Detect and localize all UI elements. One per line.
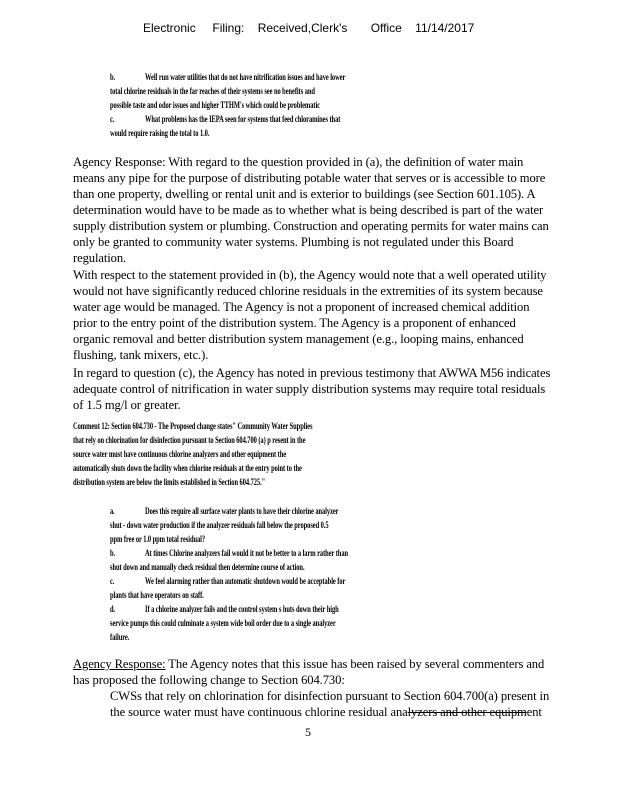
paragraph-line: would not have significantly reduced chlorine residuals in the extremities of its system because — [73, 284, 543, 298]
page-number: 5 — [305, 725, 311, 739]
list-label: d. — [110, 605, 116, 615]
paragraph-line: only be granted to community water systems. Plumbing is not regulated under this Board — [73, 235, 514, 249]
list-item-text: total chlorine residuals in the far reaches of their systems see no benefits and — [110, 87, 315, 97]
paragraph-line: With respect to the statement provided in (b), the Agency would note that a well operated utility — [73, 268, 547, 282]
paragraph-line — [73, 155, 523, 170]
list-label: c. — [110, 115, 115, 125]
paragraph-line: means any pipe for the purpose of distributing potable water that serves or is accessible to more — [73, 171, 546, 185]
list-item-text: If a chlorine analyzer fails and the control system s huts down their high — [145, 605, 339, 615]
paragraph-line — [73, 657, 544, 672]
list-item-text: ppm free or 1.0 ppm total residual? — [110, 535, 206, 545]
comment-heading: Comment 12: Section 604.730 - The Proposed change states" Community Water Supplies — [73, 422, 313, 432]
rule-text: ent — [526, 705, 542, 719]
paragraph-line: prior to the entry point of the distribution system. The Agency is a proponent of enhanced — [73, 316, 516, 330]
list-item-text: plants that have operators on staff. — [110, 591, 204, 601]
filing-stamp-header: Electronic Filing: Received,Clerk's Office 11/14/2017 — [143, 21, 475, 35]
quoted-rule-line — [110, 705, 542, 720]
list-item-text: Well run water utilities that do not have nitrification issues and have lower — [145, 73, 346, 83]
comment-line: source water must have continuous chlorine analyzers and other equipment the — [73, 450, 287, 460]
comment-line: distribution system are below the limits established in Section 604.725." — [73, 478, 266, 488]
list-item-text: What problems has the IEPA seen for systems that feed chloramines that — [145, 115, 341, 125]
paragraph-line: water age would be managed. The Agency is not a proponent of increased chemical addition — [73, 300, 530, 314]
list-item-text: We feel alarming rather than automatic shutdown would be acceptable for — [145, 577, 346, 587]
quoted-rule-line: CWSs that rely on chlorination for disinfection pursuant to Section 604.700(a) present in — [110, 689, 550, 703]
paragraph-line: adequate control of nitrification in water supply distribution systems may require total residuals — [73, 382, 546, 396]
list-item-text: shut down and manually check residual then determine course of action. — [110, 563, 305, 573]
list-item-text: service pumps this could culminate a system wide boil order due to a single analyzer — [110, 619, 336, 629]
paragraph-line: regulation. — [73, 251, 127, 265]
response-heading: Agency Response: — [73, 155, 166, 169]
paragraph-line: of 1.5 mg/l or greater. — [73, 398, 181, 412]
list-label: c. — [110, 577, 115, 587]
paragraph-line: has proposed the following change to Section 604.730: — [73, 673, 345, 687]
comment-line: automatically shuts down the facility when chlorine residuals at the entry point to the — [73, 464, 302, 474]
deleted-text: lyzers and other equipm — [407, 705, 527, 719]
paragraph-text: The Agency notes that this issue has been raised by several commenters and — [165, 657, 545, 671]
list-item-text: Does this require all surface water plants to have their chlorine analyzer — [145, 507, 339, 517]
list-label: a. — [110, 507, 115, 517]
paragraph-text: With regard to the question provided in (a), the definition of water main — [165, 155, 524, 169]
paragraph-line: than one property, dwelling or rental unit and is exterior to buildings (see Section 601.105). A — [73, 187, 536, 201]
paragraph-line: determination would have to be made as to whether what is being described is part of the water — [73, 203, 544, 217]
paragraph-line: In regard to question (c), the Agency has noted in previous testimony that AWWA M56 indicates — [73, 366, 551, 380]
comment-line: that rely on chlorination for disinfection pursuant to Section 604.700 (a) p resent in the — [73, 436, 306, 446]
response-heading: Agency Response: — [73, 657, 166, 671]
paragraph-line: supply distribution system or plumbing. Construction and operating permits for water mains can — [73, 219, 549, 233]
rule-text: the source water must have continuous chlorine residual ana — [110, 705, 408, 719]
list-item-text: shut - down water production if the analyzer residuals fall below the proposed 0.5 — [110, 521, 329, 531]
list-label: b. — [110, 549, 116, 559]
list-item-text: failure. — [110, 633, 130, 643]
paragraph-line: flushing, tank mixers, etc.). — [73, 348, 209, 362]
list-item-text: At times Chlorine analyzers fail would it not be better to a larm rather than — [145, 549, 349, 559]
list-label: b. — [110, 73, 116, 83]
list-item-text: would require raising the total to 1.0. — [110, 129, 210, 139]
paragraph-line: organic removal and better distribution system management (e.g., looping mains, enhanced — [73, 332, 524, 346]
list-item-text: possible taste and odor issues and higher TTHM's which could be problematic — [110, 101, 320, 111]
